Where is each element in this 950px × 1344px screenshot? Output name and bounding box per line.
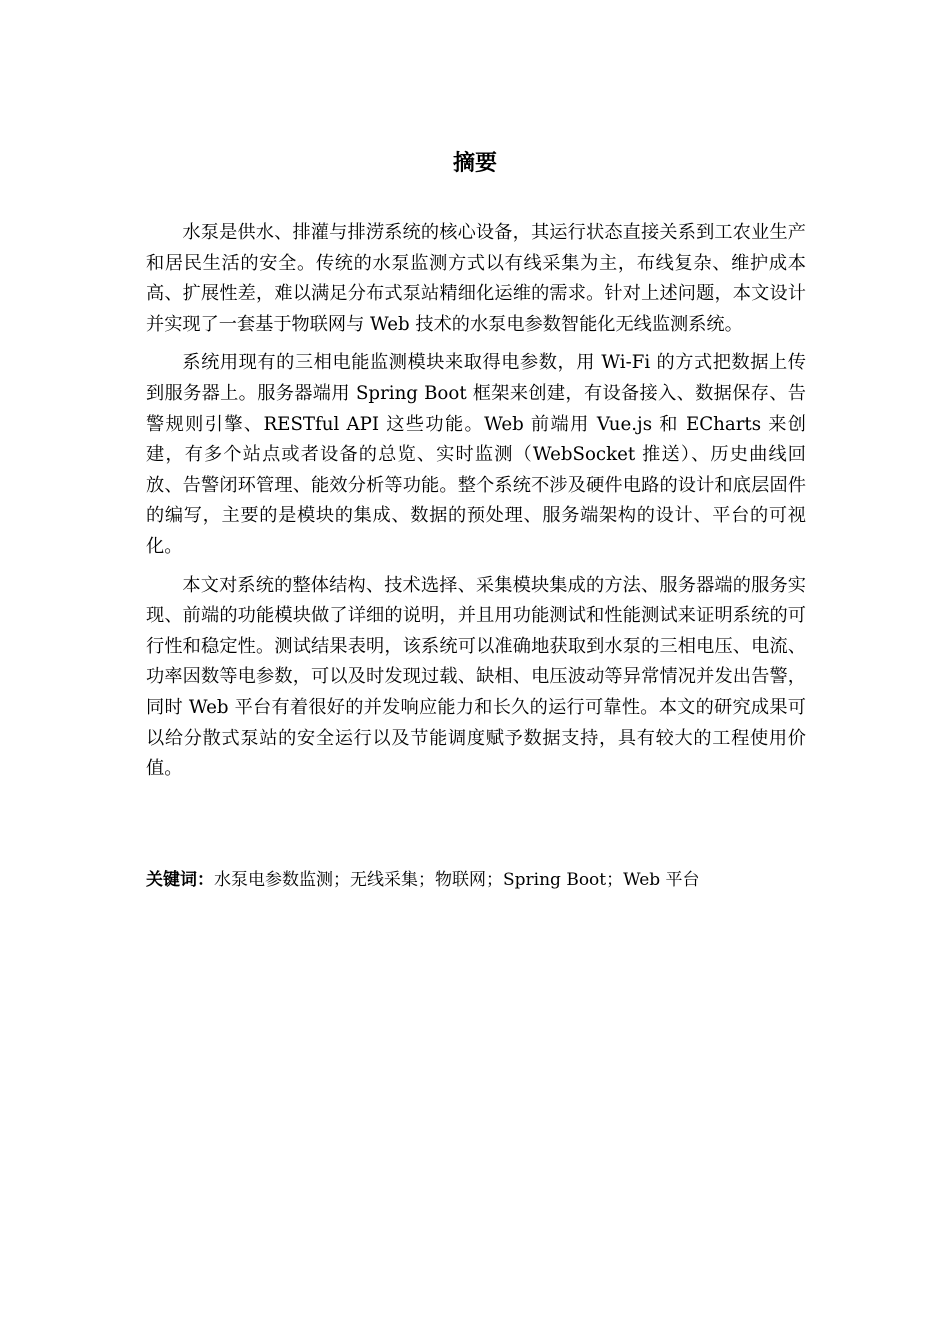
keywords-line [146,866,806,894]
keywords-label: 关键词： [146,870,214,890]
abstract-body [146,218,806,793]
abstract-paragraph-2: 系统用现有的三相电能监测模块来取得电参数，用 Wi-Fi 的方式把数据上传到服务器上。服务器端用 Spring Boot 框架来创建，有设备接入、数据保存、告警规则引擎、RESTful API 这些功能。Web 前端用 Vue.js 和 ECharts 来创建，有多个站点或者设备的总览、实时监测（WebSocket 推送）、历史曲线回放、告警闭环管理、能效分析等功能。整个系统不涉及硬件电路的设计和底层固件的编写，主要的是模块的集成、数据的预处理、服务端架构的设计、平台的可视化。 [146,352,806,557]
abstract-paragraph-3: 本文对系统的整体结构、技术选择、采集模块集成的方法、服务器端的服务实现、前端的功能模块做了详细的说明，并且用功能测试和性能测试来证明系统的可行性和稳定性。测试结果表明，该系统可以准确地获取到水泵的三相电压、电流、功率因数等电参数，可以及时发现过载、缺相、电压波动等异常情况并发出告警，同时 Web 平台有着很好的并发响应能力和长久的运行可靠性。本文的研究成果可以给分散式泵站的安全运行以及节能调度赋予数据支持，具有较大的工程使用价值。 [146,574,806,780]
keywords-text: 水泵电参数监测；无线采集；物联网；Spring Boot；Web 平台 [214,870,700,890]
abstract-paragraph-1: 水泵是供水、排灌与排涝系统的核心设备，其运行状态直接关系到工农业生产和居民生活的安全。传统的水泵监测方式以有线采集为主，布线复杂、维护成本高、扩展性差，难以满足分布式泵站精细化运维的需求。针对上述问题，本文设计并实现了一套基于物联网与 Web 技术的水泵电参数智能化无线监测系统。 [146,222,806,335]
abstract-title: 摘要 [452,151,497,176]
